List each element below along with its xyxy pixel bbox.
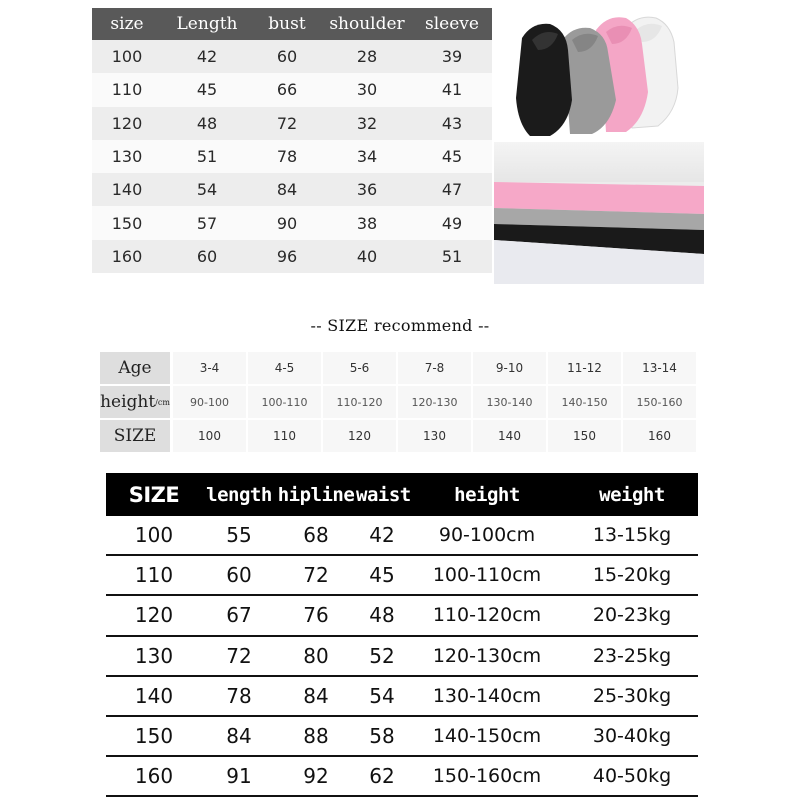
table-row	[106, 717, 698, 757]
black-hoodie	[516, 24, 572, 136]
size-cell: 130	[398, 420, 471, 452]
height-cell: 130-140	[473, 386, 546, 418]
table-cell: 13-15kg	[592, 524, 672, 547]
size-cell: 110	[248, 420, 321, 452]
table-cell: 58	[369, 724, 395, 749]
size-chart-bottom-header	[106, 473, 698, 516]
height-cell: 140-150	[548, 386, 621, 418]
table-cell: 54	[196, 180, 218, 200]
table-cell: 80	[303, 643, 329, 668]
size-chart-top-header	[92, 8, 492, 40]
table-cell: 100	[134, 523, 174, 548]
table-cell: 51	[441, 246, 463, 266]
table-cell: 48	[196, 113, 218, 133]
size-cell: 140	[473, 420, 546, 452]
age-cell: 3-4	[173, 352, 246, 384]
table-cell: 96	[276, 246, 298, 266]
table-cell: 41	[441, 80, 463, 100]
size-cell: 150	[548, 420, 621, 452]
header-waist: waist	[356, 483, 411, 506]
header-length: Length	[176, 14, 238, 34]
table-cell: 91	[226, 764, 252, 789]
table-cell: 40-50kg	[592, 765, 672, 788]
age-label: Age	[100, 352, 170, 384]
table-cell: 28	[356, 47, 378, 67]
table-cell: 110	[134, 563, 174, 588]
table-cell: 57	[196, 213, 218, 233]
header-shoulder: shoulder	[329, 14, 405, 34]
table-cell: 100	[111, 47, 143, 67]
table-cell: 78	[226, 683, 252, 708]
table-cell: 38	[356, 213, 378, 233]
table-cell: 72	[276, 113, 298, 133]
table-cell: 60	[276, 47, 298, 67]
height-row	[100, 386, 700, 418]
table-row	[92, 140, 492, 173]
table-cell: 32	[356, 113, 378, 133]
table-cell: 72	[303, 563, 329, 588]
table-cell: 25-30kg	[592, 684, 672, 707]
size-recommend-title: -- SIZE recommend --	[310, 316, 490, 335]
table-row	[92, 40, 492, 73]
table-cell: 39	[441, 47, 463, 67]
table-cell: 40	[356, 246, 378, 266]
table-row	[106, 516, 698, 556]
table-cell: 92	[303, 764, 329, 789]
table-row	[92, 173, 492, 206]
table-cell: 150	[134, 724, 174, 749]
height-unit: /cm	[155, 397, 170, 407]
table-cell: 60	[226, 563, 252, 588]
table-cell: 110-120cm	[432, 604, 542, 627]
table-cell: 140	[134, 683, 174, 708]
table-cell: 76	[303, 603, 329, 628]
header-size: size	[110, 14, 144, 34]
size-row	[100, 420, 700, 452]
table-cell: 42	[369, 523, 395, 548]
size-cell: 100	[173, 420, 246, 452]
table-cell: 90	[276, 213, 298, 233]
age-cell: 13-14	[623, 352, 696, 384]
size-chart-bottom	[106, 473, 698, 797]
table-cell: 120-130cm	[432, 644, 542, 667]
table-cell: 120	[134, 603, 174, 628]
table-cell: 51	[196, 147, 218, 167]
age-cell: 5-6	[323, 352, 396, 384]
table-cell: 130	[134, 643, 174, 668]
header-length: length	[206, 483, 272, 506]
table-cell: 84	[303, 683, 329, 708]
size-chart-top	[92, 8, 492, 273]
table-row	[92, 73, 492, 106]
height-cell: 90-100	[173, 386, 246, 418]
table-cell: 30	[356, 80, 378, 100]
table-row	[106, 637, 698, 677]
table-cell: 160	[111, 246, 143, 266]
table-cell: 62	[369, 764, 395, 789]
table-cell: 52	[369, 643, 395, 668]
table-cell: 68	[303, 523, 329, 548]
size-cell: 160	[623, 420, 696, 452]
table-row	[106, 757, 698, 797]
header-weight: weight	[599, 483, 665, 506]
table-cell: 66	[276, 80, 298, 100]
age-cell: 7-8	[398, 352, 471, 384]
age-cell: 9-10	[473, 352, 546, 384]
table-cell: 150	[111, 213, 143, 233]
table-row	[92, 107, 492, 140]
table-cell: 140	[111, 180, 143, 200]
table-cell: 130-140cm	[432, 684, 542, 707]
table-cell: 36	[356, 180, 378, 200]
table-row	[106, 677, 698, 717]
height-label-text: height	[100, 392, 156, 412]
table-cell: 78	[276, 147, 298, 167]
table-cell: 43	[441, 113, 463, 133]
table-cell: 84	[276, 180, 298, 200]
table-cell: 34	[356, 147, 378, 167]
size-label: SIZE	[100, 420, 170, 452]
table-cell: 150-160cm	[432, 765, 542, 788]
table-row	[92, 240, 492, 273]
table-cell: 60	[196, 246, 218, 266]
size-recommend-table	[100, 352, 700, 454]
table-row	[106, 556, 698, 596]
table-cell: 120	[111, 113, 143, 133]
height-cell: 100-110	[248, 386, 321, 418]
table-cell: 84	[226, 724, 252, 749]
table-cell: 48	[369, 603, 395, 628]
table-cell: 140-150cm	[432, 725, 542, 748]
table-cell: 130	[111, 147, 143, 167]
table-cell: 42	[196, 47, 218, 67]
size-cell: 120	[323, 420, 396, 452]
header-height: height	[454, 483, 520, 506]
table-cell: 67	[226, 603, 252, 628]
table-cell: 30-40kg	[592, 725, 672, 748]
table-cell: 100-110cm	[432, 564, 542, 587]
table-cell: 49	[441, 213, 463, 233]
table-cell: 20-23kg	[592, 604, 672, 627]
header-hipline: hipline	[277, 483, 355, 506]
age-cell: 11-12	[548, 352, 621, 384]
table-cell: 55	[226, 523, 252, 548]
table-row	[106, 596, 698, 636]
table-cell: 47	[441, 180, 463, 200]
height-cell: 120-130	[398, 386, 471, 418]
table-cell: 90-100cm	[438, 524, 536, 547]
table-cell: 45	[441, 147, 463, 167]
table-cell: 110	[111, 80, 143, 100]
height-cell: 110-120	[323, 386, 396, 418]
age-row	[100, 352, 700, 384]
height-label	[100, 386, 170, 418]
table-cell: 72	[226, 643, 252, 668]
table-cell: 23-25kg	[592, 644, 672, 667]
age-cell: 4-5	[248, 352, 321, 384]
header-bust: bust	[268, 14, 306, 34]
header-size: SIZE	[128, 482, 180, 507]
table-cell: 45	[369, 563, 395, 588]
height-cell: 150-160	[623, 386, 696, 418]
table-cell: 54	[369, 683, 395, 708]
table-row	[92, 206, 492, 239]
table-cell: 160	[134, 764, 174, 789]
fabric-layers-photo	[494, 142, 704, 284]
table-cell: 88	[303, 724, 329, 749]
header-sleeve: sleeve	[425, 14, 479, 34]
table-cell: 45	[196, 80, 218, 100]
table-cell: 15-20kg	[592, 564, 672, 587]
hoodies-product-photo	[508, 8, 688, 140]
